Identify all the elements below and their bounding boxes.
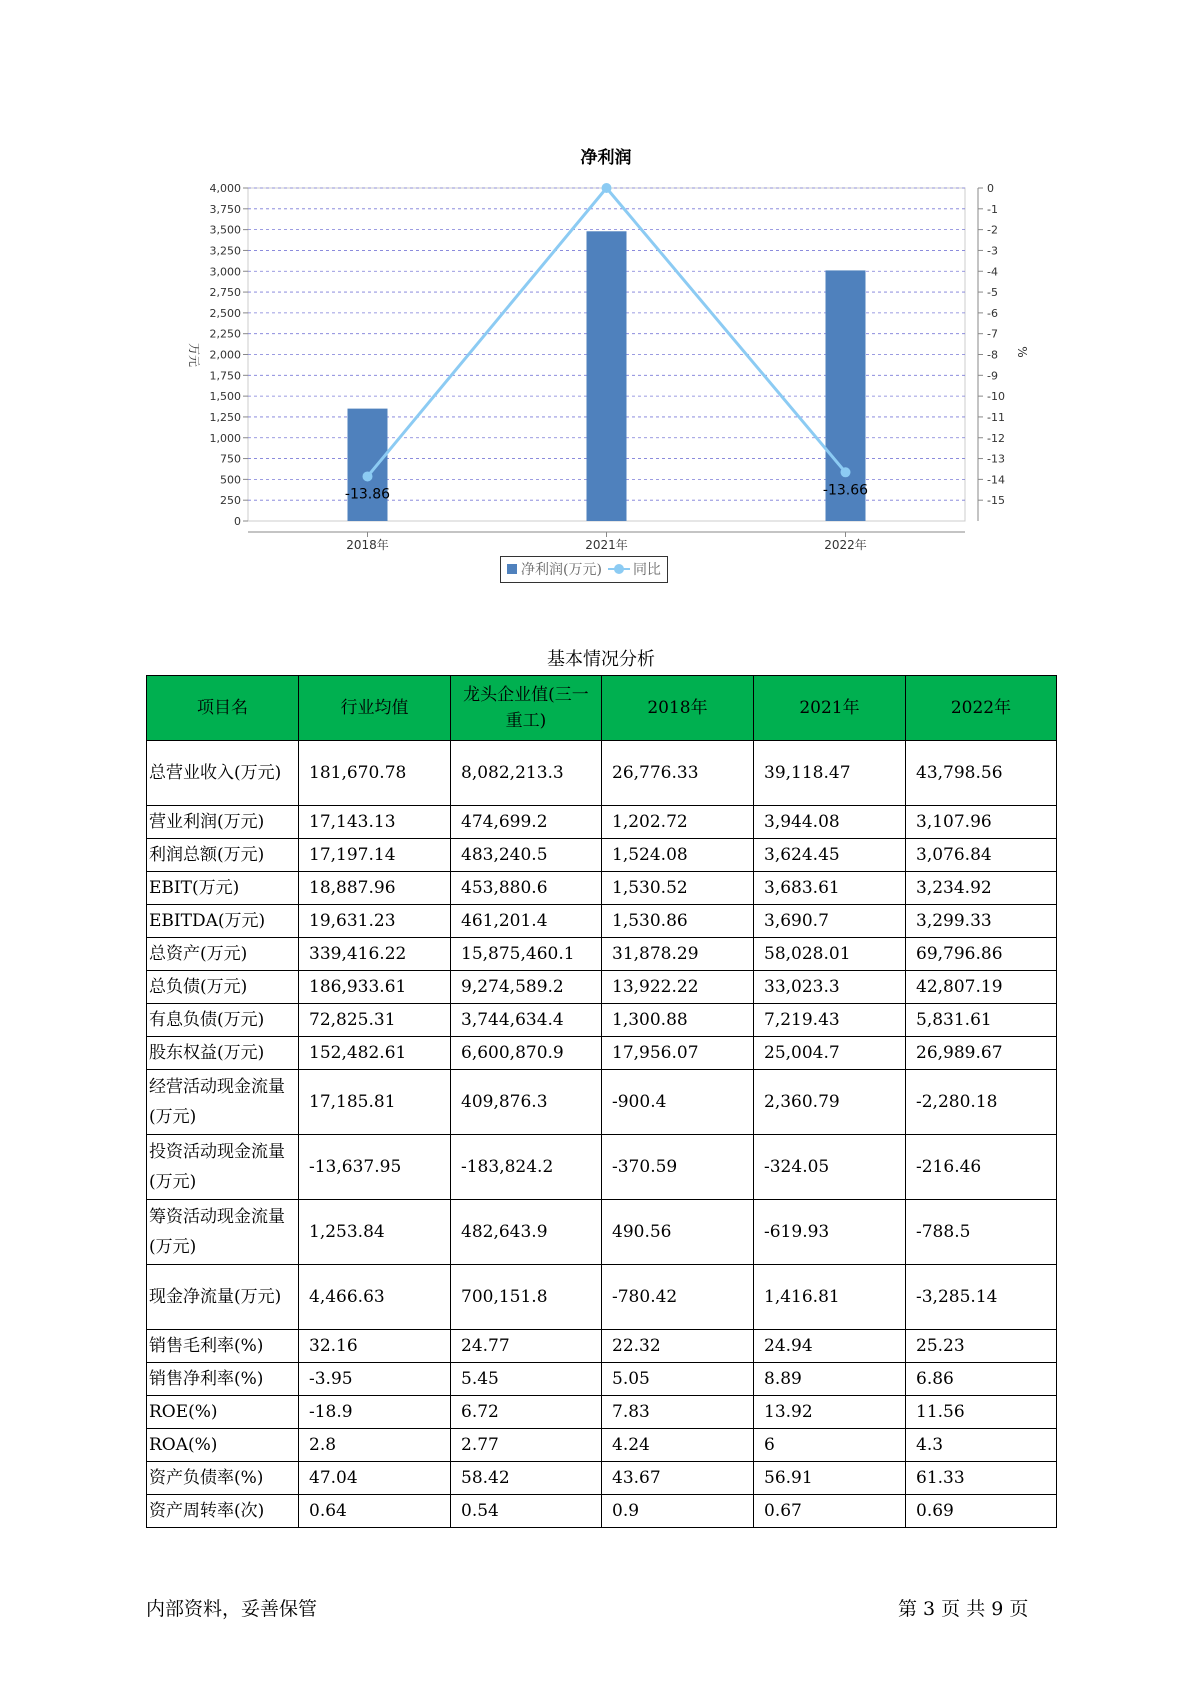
table-row bbox=[147, 1462, 1057, 1495]
value-cell: 56.91 bbox=[754, 1462, 906, 1495]
net-profit-chart bbox=[0, 0, 1191, 600]
value-cell: 409,876.3 bbox=[451, 1070, 602, 1135]
value-cell: 3,076.84 bbox=[906, 839, 1057, 872]
value-cell: 8,082,213.3 bbox=[451, 741, 602, 806]
table-header-row bbox=[147, 676, 1057, 741]
yoy-point bbox=[602, 183, 612, 193]
value-cell: 33,023.3 bbox=[754, 971, 906, 1004]
table-row bbox=[147, 1495, 1057, 1528]
value-cell: 1,524.08 bbox=[602, 839, 754, 872]
y2-tick-label: -10 bbox=[987, 390, 1005, 404]
value-cell: 43.67 bbox=[602, 1462, 754, 1495]
value-cell: 1,253.84 bbox=[299, 1200, 451, 1265]
value-cell: 61.33 bbox=[906, 1462, 1057, 1495]
value-cell: 461,201.4 bbox=[451, 905, 602, 938]
legend-series-profit: 净利润(万元) bbox=[521, 562, 602, 578]
row-label-cell: 投资活动现金流量(万元) bbox=[147, 1135, 299, 1200]
value-cell: 483,240.5 bbox=[451, 839, 602, 872]
value-cell: 0.9 bbox=[602, 1495, 754, 1528]
value-cell: 152,482.61 bbox=[299, 1037, 451, 1070]
row-label-cell: 现金净流量(万元) bbox=[147, 1265, 299, 1330]
table-row bbox=[147, 1429, 1057, 1462]
value-cell: 17,197.14 bbox=[299, 839, 451, 872]
row-label-cell: 利润总额(万元) bbox=[147, 839, 299, 872]
y2-tick-label: -4 bbox=[987, 265, 998, 279]
row-label-cell: ROA(%) bbox=[147, 1429, 299, 1462]
value-cell: 17,956.07 bbox=[602, 1037, 754, 1070]
header-cell: 行业均值 bbox=[299, 676, 451, 741]
y-tick-label: 500 bbox=[220, 473, 241, 487]
y-tick-label: 1,250 bbox=[209, 410, 241, 424]
value-cell: 13,922.22 bbox=[602, 971, 754, 1004]
footer-confidential-note: 内部资料，妥善保管 bbox=[146, 1598, 318, 1620]
y2-tick-label: -6 bbox=[987, 306, 998, 320]
value-cell: 32.16 bbox=[299, 1330, 451, 1363]
value-cell: 19,631.23 bbox=[299, 905, 451, 938]
row-label-cell: 销售净利率(%) bbox=[147, 1363, 299, 1396]
value-cell: 9,274,589.2 bbox=[451, 971, 602, 1004]
value-cell: -13,637.95 bbox=[299, 1135, 451, 1200]
table-row bbox=[147, 1037, 1057, 1070]
y2-tick-label: 0 bbox=[987, 182, 994, 195]
value-cell: -788.5 bbox=[906, 1200, 1057, 1265]
table-row bbox=[147, 1070, 1057, 1135]
row-label-cell: EBIT(万元) bbox=[147, 872, 299, 905]
y-tick-label: 4,000 bbox=[209, 182, 241, 195]
y-tick-label: 3,750 bbox=[209, 202, 241, 216]
legend-series-yoy: 同比 bbox=[632, 562, 661, 578]
y2-tick-label: -11 bbox=[987, 410, 1005, 424]
row-label-cell: 有息负债(万元) bbox=[147, 1004, 299, 1037]
value-cell: 700,151.8 bbox=[451, 1265, 602, 1330]
y2-tick-label: -7 bbox=[987, 327, 998, 341]
value-cell: 5.05 bbox=[602, 1363, 754, 1396]
header-cell: 项目名 bbox=[147, 676, 299, 741]
value-cell: 0.67 bbox=[754, 1495, 906, 1528]
table-title: 基本情况分析 bbox=[547, 649, 655, 670]
y-tick-label: 2,750 bbox=[209, 286, 241, 300]
header-cell: 2022年 bbox=[906, 676, 1057, 741]
table-row bbox=[147, 1265, 1057, 1330]
value-cell: 7.83 bbox=[602, 1396, 754, 1429]
y-tick-label: 0 bbox=[234, 515, 241, 528]
value-cell: -900.4 bbox=[602, 1070, 754, 1135]
y2-tick-label: -15 bbox=[987, 494, 1005, 508]
value-cell: 1,530.52 bbox=[602, 872, 754, 905]
value-cell: 58.42 bbox=[451, 1462, 602, 1495]
value-cell: 0.69 bbox=[906, 1495, 1057, 1528]
value-cell: 4,466.63 bbox=[299, 1265, 451, 1330]
value-cell: 3,624.45 bbox=[754, 839, 906, 872]
table-row bbox=[147, 839, 1057, 872]
table-row bbox=[147, 1004, 1057, 1037]
value-cell: 13.92 bbox=[754, 1396, 906, 1429]
table-row bbox=[147, 1200, 1057, 1265]
y2-tick-label: -13 bbox=[987, 452, 1005, 466]
table-row bbox=[147, 1396, 1057, 1429]
value-cell: 39,118.47 bbox=[754, 741, 906, 806]
value-cell: -324.05 bbox=[754, 1135, 906, 1200]
y2-tick-label: -12 bbox=[987, 431, 1005, 445]
row-label-cell: ROE(%) bbox=[147, 1396, 299, 1429]
value-cell: 186,933.61 bbox=[299, 971, 451, 1004]
y-tick-label: 2,000 bbox=[209, 348, 241, 362]
value-cell: 47.04 bbox=[299, 1462, 451, 1495]
value-cell: -2,280.18 bbox=[906, 1070, 1057, 1135]
value-cell: 58,028.01 bbox=[754, 938, 906, 971]
value-cell: 2.77 bbox=[451, 1429, 602, 1462]
header-cell: 2018年 bbox=[602, 676, 754, 741]
value-cell: 3,683.61 bbox=[754, 872, 906, 905]
value-cell: 26,776.33 bbox=[602, 741, 754, 806]
legend-line-swatch bbox=[608, 564, 630, 574]
value-cell: 69,796.86 bbox=[906, 938, 1057, 971]
row-label-cell: 销售毛利率(%) bbox=[147, 1330, 299, 1363]
value-cell: 43,798.56 bbox=[906, 741, 1057, 806]
row-label-cell: 总负债(万元) bbox=[147, 971, 299, 1004]
row-label-cell: 资产周转率(次) bbox=[147, 1495, 299, 1528]
y2-tick-label: -14 bbox=[987, 473, 1005, 487]
yoy-point bbox=[363, 471, 373, 481]
value-cell: 453,880.6 bbox=[451, 872, 602, 905]
yoy-data-label: -13.66 bbox=[822, 482, 869, 499]
y-axis-title: 万元 bbox=[187, 342, 201, 368]
chart-legend bbox=[500, 556, 668, 583]
yoy-point bbox=[841, 467, 851, 477]
value-cell: 22.32 bbox=[602, 1330, 754, 1363]
value-cell: 18,887.96 bbox=[299, 872, 451, 905]
y2-tick-label: -3 bbox=[987, 244, 998, 258]
y-tick-label: 1,750 bbox=[209, 369, 241, 383]
value-cell: -619.93 bbox=[754, 1200, 906, 1265]
value-cell: 26,989.67 bbox=[906, 1037, 1057, 1070]
value-cell: -780.42 bbox=[602, 1265, 754, 1330]
row-label-cell: 总资产(万元) bbox=[147, 938, 299, 971]
value-cell: 339,416.22 bbox=[299, 938, 451, 971]
value-cell: 6.72 bbox=[451, 1396, 602, 1429]
value-cell: 0.54 bbox=[451, 1495, 602, 1528]
value-cell: 1,202.72 bbox=[602, 806, 754, 839]
table-row bbox=[147, 1330, 1057, 1363]
value-cell: 6.86 bbox=[906, 1363, 1057, 1396]
value-cell: 482,643.9 bbox=[451, 1200, 602, 1265]
value-cell: 3,944.08 bbox=[754, 806, 906, 839]
value-cell: 2.8 bbox=[299, 1429, 451, 1462]
value-cell: 3,690.7 bbox=[754, 905, 906, 938]
y-tick-label: 3,000 bbox=[209, 265, 241, 279]
value-cell: 474,699.2 bbox=[451, 806, 602, 839]
table-row bbox=[147, 971, 1057, 1004]
value-cell: 2,360.79 bbox=[754, 1070, 906, 1135]
value-cell: 25.23 bbox=[906, 1330, 1057, 1363]
value-cell: 4.24 bbox=[602, 1429, 754, 1462]
value-cell: 72,825.31 bbox=[299, 1004, 451, 1037]
legend-bar-swatch bbox=[507, 564, 517, 574]
y-tick-label: 1,500 bbox=[209, 390, 241, 404]
value-cell: 11.56 bbox=[906, 1396, 1057, 1429]
value-cell: 6,600,870.9 bbox=[451, 1037, 602, 1070]
value-cell: 0.64 bbox=[299, 1495, 451, 1528]
basic-analysis-table bbox=[146, 675, 1057, 1528]
value-cell: -183,824.2 bbox=[451, 1135, 602, 1200]
table-row bbox=[147, 905, 1057, 938]
value-cell: 24.94 bbox=[754, 1330, 906, 1363]
y2-tick-label: -9 bbox=[987, 369, 998, 383]
value-cell: 25,004.7 bbox=[754, 1037, 906, 1070]
footer-page-number: 第 3 页 共 9 页 bbox=[898, 1598, 1029, 1620]
value-cell: -3,285.14 bbox=[906, 1265, 1057, 1330]
value-cell: 6 bbox=[754, 1429, 906, 1462]
value-cell: 5.45 bbox=[451, 1363, 602, 1396]
x-tick-label: 2022年 bbox=[824, 538, 867, 552]
row-label-cell: 筹资活动现金流量(万元) bbox=[147, 1200, 299, 1265]
value-cell: 3,107.96 bbox=[906, 806, 1057, 839]
value-cell: -3.95 bbox=[299, 1363, 451, 1396]
y-tick-label: 1,000 bbox=[209, 431, 241, 445]
y-tick-label: 3,500 bbox=[209, 223, 241, 237]
value-cell: 3,744,634.4 bbox=[451, 1004, 602, 1037]
x-tick-label: 2021年 bbox=[585, 538, 628, 552]
table-row bbox=[147, 1135, 1057, 1200]
value-cell: -370.59 bbox=[602, 1135, 754, 1200]
value-cell: -18.9 bbox=[299, 1396, 451, 1429]
row-label-cell: 总营业收入(万元) bbox=[147, 741, 299, 806]
header-cell: 龙头企业值(三一重工) bbox=[451, 676, 602, 741]
y2-tick-label: -2 bbox=[987, 223, 998, 237]
y2-tick-label: -1 bbox=[987, 202, 998, 216]
y-tick-label: 2,250 bbox=[209, 327, 241, 341]
table-row bbox=[147, 938, 1057, 971]
value-cell: 8.89 bbox=[754, 1363, 906, 1396]
y-tick-label: 250 bbox=[220, 494, 241, 508]
y-tick-label: 3,250 bbox=[209, 244, 241, 258]
row-label-cell: 经营活动现金流量(万元) bbox=[147, 1070, 299, 1135]
y2-tick-label: -8 bbox=[987, 348, 998, 362]
header-cell: 2021年 bbox=[754, 676, 906, 741]
row-label-cell: EBITDA(万元) bbox=[147, 905, 299, 938]
table-row bbox=[147, 1363, 1057, 1396]
y-tick-label: 750 bbox=[220, 452, 241, 466]
value-cell: 3,299.33 bbox=[906, 905, 1057, 938]
row-label-cell: 营业利润(万元) bbox=[147, 806, 299, 839]
value-cell: 1,416.81 bbox=[754, 1265, 906, 1330]
row-label-cell: 资产负债率(%) bbox=[147, 1462, 299, 1495]
table-row bbox=[147, 806, 1057, 839]
value-cell: 490.56 bbox=[602, 1200, 754, 1265]
value-cell: 24.77 bbox=[451, 1330, 602, 1363]
bar-2021年 bbox=[587, 231, 627, 521]
value-cell: 17,143.13 bbox=[299, 806, 451, 839]
y2-axis-title: % bbox=[1015, 346, 1029, 358]
table-row bbox=[147, 872, 1057, 905]
value-cell: 7,219.43 bbox=[754, 1004, 906, 1037]
value-cell: -216.46 bbox=[906, 1135, 1057, 1200]
value-cell: 3,234.92 bbox=[906, 872, 1057, 905]
value-cell: 1,300.88 bbox=[602, 1004, 754, 1037]
table-row bbox=[147, 741, 1057, 806]
value-cell: 42,807.19 bbox=[906, 971, 1057, 1004]
chart-title: 净利润 bbox=[580, 148, 632, 168]
value-cell: 4.3 bbox=[906, 1429, 1057, 1462]
value-cell: 15,875,460.1 bbox=[451, 938, 602, 971]
value-cell: 31,878.29 bbox=[602, 938, 754, 971]
y2-tick-label: -5 bbox=[987, 286, 998, 300]
row-label-cell: 股东权益(万元) bbox=[147, 1037, 299, 1070]
y-tick-label: 2,500 bbox=[209, 306, 241, 320]
yoy-data-label: -13.86 bbox=[344, 486, 391, 503]
value-cell: 17,185.81 bbox=[299, 1070, 451, 1135]
bar-2018年 bbox=[348, 409, 388, 521]
x-tick-label: 2018年 bbox=[346, 538, 389, 552]
value-cell: 1,530.86 bbox=[602, 905, 754, 938]
value-cell: 181,670.78 bbox=[299, 741, 451, 806]
value-cell: 5,831.61 bbox=[906, 1004, 1057, 1037]
